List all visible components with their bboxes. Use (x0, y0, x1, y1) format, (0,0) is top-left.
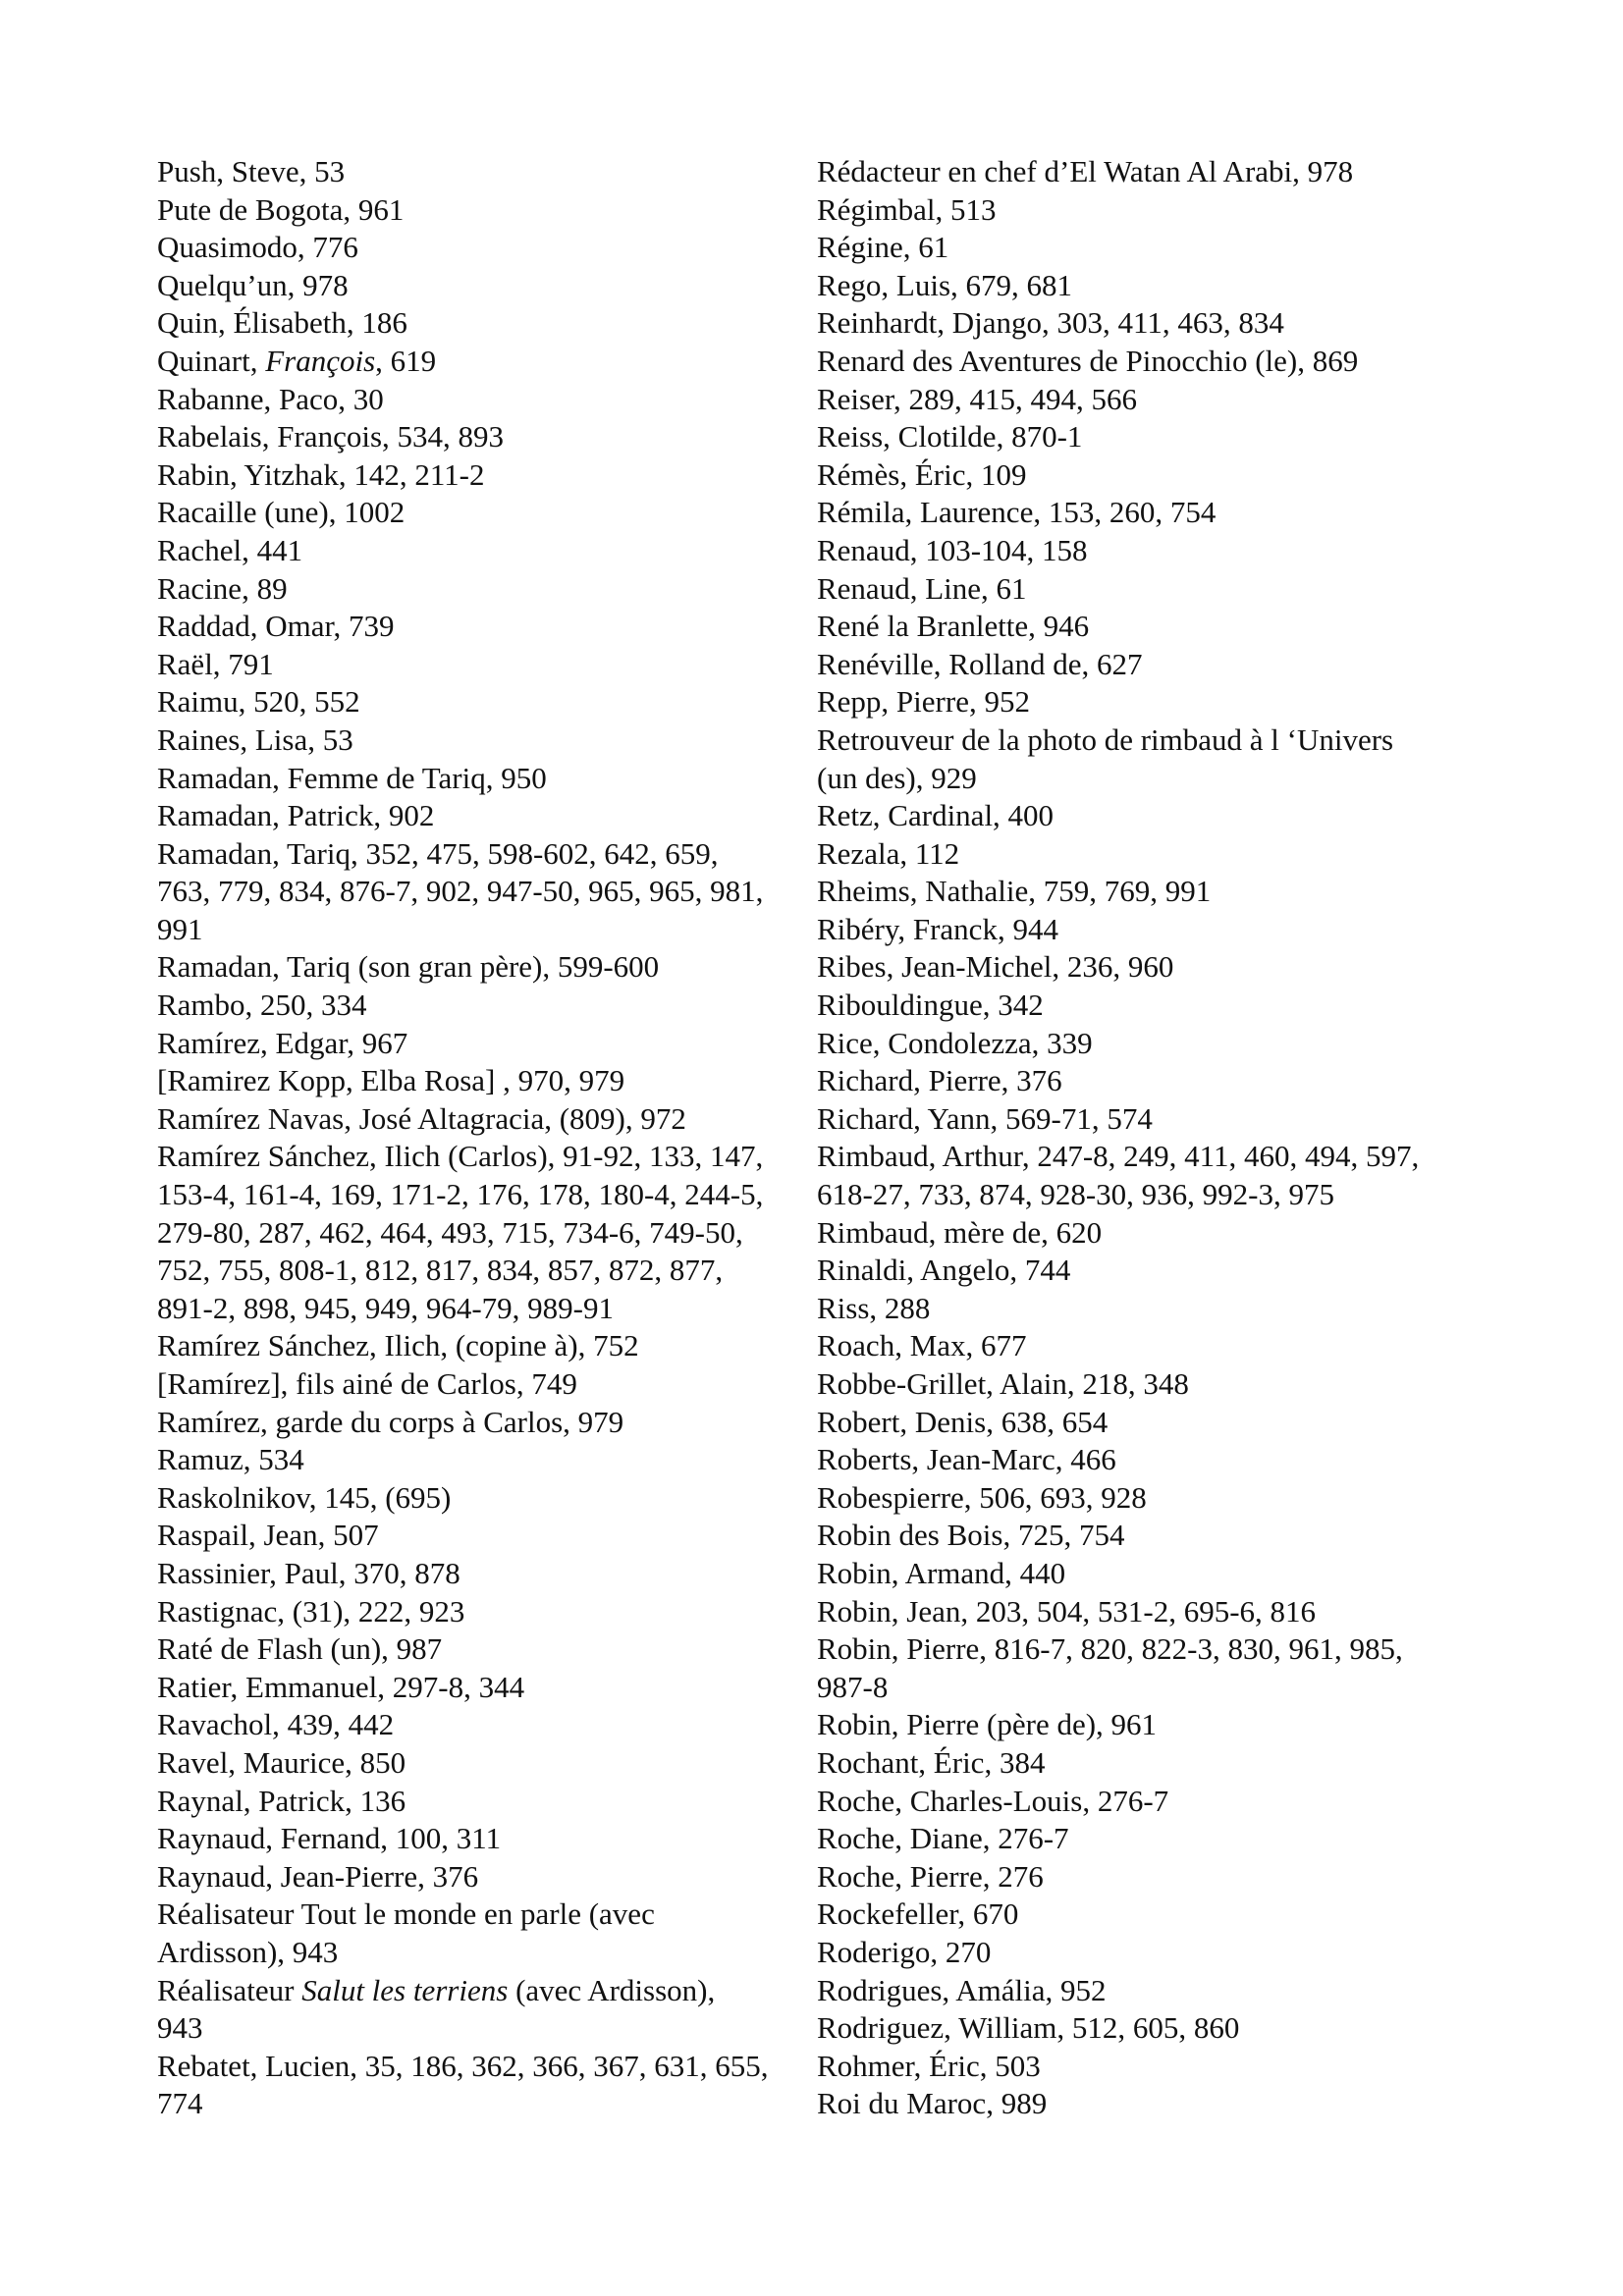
index-entry-text: Robespierre, 506, 693, 928 (817, 1479, 1147, 1515)
index-entry-text: Raynaud, Fernand, 100, 311 (157, 1821, 502, 1856)
index-entry-text: Robin, Pierre (père de), 961 (817, 1707, 1158, 1742)
index-entry-text: Ribes, Jean-Michel, 236, 960 (817, 949, 1174, 985)
index-entry (817, 683, 1524, 721)
index-entry-text: Roberts, Jean-Marc, 466 (817, 1442, 1116, 1477)
index-entry (157, 456, 825, 495)
index-entry-text: Régine, 61 (817, 230, 949, 265)
index-entry (817, 2048, 1524, 2086)
index-entry (157, 987, 825, 1025)
index-entry (817, 153, 1524, 191)
index-entry-text: Richard, Yann, 569-71, 574 (817, 1100, 1153, 1136)
index-entry-text: Push, Steve, 53 (157, 154, 346, 188)
index-entry (157, 646, 825, 684)
index-entry (817, 191, 1524, 230)
index-entry (817, 1744, 1524, 1783)
index-entry (157, 1896, 825, 1971)
index-entry-text: Réalisateur Tout le monde en parle (avec Ardisson), 943 (157, 1896, 655, 1969)
index-entry (817, 987, 1524, 1025)
index-entry (817, 2085, 1524, 2123)
index-entry (817, 1404, 1524, 1442)
index-entry-text: Rabin, Yitzhak, 142, 211-2 (157, 456, 485, 492)
index-entry (157, 304, 825, 343)
index-entry-text: Quinart, (157, 343, 266, 378)
index-entry (817, 1025, 1524, 1063)
index-entry (157, 267, 825, 305)
index-entry (817, 1934, 1524, 1972)
index-entry-text: Rimbaud, Arthur, 247-8, 249, 411, 460, 494, 597, 618-27, 733, 874, 928-30, 936, 992-3, 975 (817, 1139, 1420, 1212)
index-entry-text: Ravel, Maurice, 850 (157, 1744, 406, 1780)
index-entry-text: Rassinier, Paul, 370, 878 (157, 1555, 460, 1590)
index-entry-text: Ramírez Sánchez, Ilich, (copine à), 752 (157, 1328, 639, 1363)
index-entry (157, 532, 825, 570)
index-entry (157, 1783, 825, 1821)
index-entry (817, 532, 1524, 570)
index-entry (817, 1972, 1524, 2010)
index-entry (157, 948, 825, 987)
index-entry-text: Reiser, 289, 415, 494, 566 (817, 381, 1137, 416)
index-entry (157, 1441, 825, 1479)
index-entry-text: Robin des Bois, 725, 754 (817, 1518, 1125, 1553)
index-entry-text: Ramuz, 534 (157, 1442, 304, 1477)
index-entry (817, 1252, 1524, 1290)
index-entry-text: Raté de Flash (un), 987 (157, 1631, 443, 1667)
index-entry (157, 1062, 825, 1100)
index-entry-text: Rédacteur en chef d’El Watan Al Arabi, 978 (817, 154, 1354, 188)
index-entry-text: Raël, 791 (157, 646, 274, 681)
index-entry (817, 608, 1524, 646)
index-entry-text: Rémès, Éric, 109 (817, 456, 1027, 492)
index-entry (817, 1858, 1524, 1896)
index-column-right (817, 153, 1524, 2123)
index-entry-text: Renaud, 103-104, 158 (817, 532, 1088, 567)
index-entry-text: Raimu, 520, 552 (157, 684, 360, 720)
index-entry-text: Robin, Jean, 203, 504, 531-2, 695-6, 816 (817, 1593, 1317, 1629)
index-entry-text: Ramadan, Femme de Tariq, 950 (157, 760, 547, 795)
index-entry (817, 721, 1524, 797)
index-entry-text: Ramadan, Tariq (son gran père), 599-600 (157, 949, 660, 985)
index-entry-text: Raspail, Jean, 507 (157, 1518, 379, 1553)
index-entry (817, 911, 1524, 949)
index-entry (157, 1025, 825, 1063)
index-entry-text: Raines, Lisa, 53 (157, 721, 353, 757)
index-entry-text: Robin, Pierre, 816-7, 820, 822-3, 830, 961, 985, 987-8 (817, 1631, 1403, 1704)
index-entry (157, 760, 825, 798)
index-entry (817, 304, 1524, 343)
index-entry (157, 1517, 825, 1555)
index-entry-text: Rockefeller, 670 (817, 1896, 1019, 1932)
index-entry (157, 721, 825, 760)
index-entry-text: Roche, Diane, 276-7 (817, 1821, 1069, 1856)
index-entry-text: Rezala, 112 (817, 835, 960, 871)
index-entry (817, 570, 1524, 609)
index-entry-text: Rodriguez, William, 512, 605, 860 (817, 2010, 1240, 2046)
index-entry (817, 1706, 1524, 1744)
index-entry (817, 1214, 1524, 1253)
index-entry-text: Raynal, Patrick, 136 (157, 1783, 406, 1818)
index-entry-text: Raynaud, Jean-Pierre, 376 (157, 1858, 479, 1894)
index-entry-text: Réalisateur (157, 1972, 302, 2007)
index-entry-text: Renard des Aventures de Pinocchio (le), 869 (817, 343, 1359, 378)
index-entry-text: Reiss, Clotilde, 870-1 (817, 419, 1083, 454)
index-entry (817, 646, 1524, 684)
index-entry-text: Rochant, Éric, 384 (817, 1744, 1046, 1780)
index-entry-text: Rodrigues, Amália, 952 (817, 1972, 1107, 2007)
index-entry (817, 418, 1524, 456)
index-entry (157, 1138, 825, 1327)
index-entry-text: Renéville, Rolland de, 627 (817, 646, 1143, 681)
index-entry (817, 1441, 1524, 1479)
index-entry (817, 2009, 1524, 2048)
index-entry (817, 1593, 1524, 1631)
index-entry (817, 1820, 1524, 1858)
index-entry (157, 1972, 825, 2048)
index-entry-text: [Ramirez Kopp, Elba Rosa] , 970, 979 (157, 1063, 625, 1098)
index-entry (157, 494, 825, 532)
index-entry (157, 229, 825, 267)
index-entry (817, 229, 1524, 267)
index-entry-italic: Salut les terriens (301, 1972, 509, 2007)
index-entry (817, 1517, 1524, 1555)
index-entry-text: Ramadan, Patrick, 902 (157, 798, 435, 833)
index-entry-text-suffix: , 619 (375, 343, 437, 378)
index-entry (157, 1555, 825, 1593)
index-entry (157, 381, 825, 419)
index-entry-text: Ramírez Sánchez, Ilich (Carlos), 91-92, 133, 147, 153-4, 161-4, 169, 171-2, 176, 178, 180-4, 244-5, 279-80, 287, 462, 464, 493, 715, 734-6, 749-50, 752, 755, 808-1, 812, 817, 834, 857, 872, 877, 891-2, 898, 945, 949, 964-79, 989-91 (157, 1139, 764, 1325)
index-entry (157, 1479, 825, 1518)
index-entry (817, 948, 1524, 987)
index-entry-text: Reinhardt, Django, 303, 411, 463, 834 (817, 305, 1284, 341)
index-entry (817, 456, 1524, 495)
index-entry-text: Rego, Luis, 679, 681 (817, 267, 1073, 302)
index-entry-text: Riss, 288 (817, 1290, 931, 1325)
index-entry (817, 1100, 1524, 1139)
index-entry-text: Retrouveur de la photo de rimbaud à l ‘Univers (un des), 929 (817, 721, 1394, 795)
index-entry (817, 873, 1524, 911)
index-entry-text: [Ramírez], fils ainé de Carlos, 749 (157, 1366, 577, 1401)
index-entry-text: Raskolnikov, 145, (695) (157, 1479, 452, 1515)
index-entry-text: Rheims, Nathalie, 759, 769, 991 (817, 874, 1212, 909)
index-entry (817, 1630, 1524, 1706)
index-entry-text: Robert, Denis, 638, 654 (817, 1404, 1109, 1439)
index-entry-text: Ramadan, Tariq, 352, 475, 598-602, 642, 659, 763, 779, 834, 876-7, 902, 947-50, 965, 965, 981, 991 (157, 835, 764, 946)
index-entry-text: Rebatet, Lucien, 35, 186, 362, 366, 367, 631, 655, 774 (157, 2048, 769, 2121)
index-entry-text: Roi du Maroc, 989 (817, 2086, 1048, 2121)
index-column-left (157, 153, 825, 2123)
index-entry-text: Ramírez, garde du corps à Carlos, 979 (157, 1404, 624, 1439)
index-entry-text: Rinaldi, Angelo, 744 (817, 1253, 1071, 1288)
index-entry (817, 1555, 1524, 1593)
index-entry-text: Racaille (une), 1002 (157, 495, 406, 530)
index-entry-text: Rimbaud, mère de, 620 (817, 1214, 1103, 1250)
index-entry (157, 1100, 825, 1139)
index-entry-text: Ribouldingue, 342 (817, 988, 1044, 1023)
index-entry-text: Retz, Cardinal, 400 (817, 798, 1055, 833)
index-entry-text: Rémila, Laurence, 153, 260, 754 (817, 495, 1217, 530)
index-entry-text: Robin, Armand, 440 (817, 1555, 1066, 1590)
index-entry-text: Rabelais, François, 534, 893 (157, 419, 505, 454)
index-entry-text: Racine, 89 (157, 570, 288, 606)
index-entry-text: Rastignac, (31), 222, 923 (157, 1593, 465, 1629)
index-entry-text: Rachel, 441 (157, 532, 303, 567)
index-entry-text: Ratier, Emmanuel, 297-8, 344 (157, 1669, 525, 1704)
index-entry (157, 1404, 825, 1442)
index-entry (817, 1479, 1524, 1518)
index-entry-text: Raddad, Omar, 739 (157, 609, 395, 644)
index-entry (157, 1365, 825, 1404)
index-entry-text: Rambo, 250, 334 (157, 988, 367, 1023)
index-entry-text: Pute de Bogota, 961 (157, 191, 405, 227)
index-entry-text: Renaud, Line, 61 (817, 570, 1027, 606)
index-entry (817, 1896, 1524, 1934)
index-entry-text: Repp, Pierre, 952 (817, 684, 1030, 720)
index-entry (817, 1327, 1524, 1365)
index-entry-text: Roderigo, 270 (817, 1934, 992, 1969)
index-entry (157, 153, 825, 191)
index-entry (157, 1593, 825, 1631)
index-entry (157, 1820, 825, 1858)
index-entry-text: Roche, Charles-Louis, 276-7 (817, 1783, 1169, 1818)
index-entry-text: Quelqu’un, 978 (157, 267, 349, 302)
index-entry-italic: François (265, 343, 376, 378)
index-entry-text: Quin, Élisabeth, 186 (157, 305, 407, 341)
index-entry (157, 1858, 825, 1896)
index-entry (817, 381, 1524, 419)
index-entry (157, 191, 825, 230)
index-entry-text: Ribéry, Franck, 944 (817, 911, 1058, 946)
index-entry-text: Robbe-Grillet, Alain, 218, 348 (817, 1366, 1189, 1401)
index-entry-text: Ramírez Navas, José Altagracia, (809), 972 (157, 1100, 686, 1136)
index-entry (157, 1706, 825, 1744)
index-entry (817, 267, 1524, 305)
index-entry (157, 1744, 825, 1783)
index-entry (817, 1783, 1524, 1821)
index-entry-text-suffix: (avec Ardisson), 943 (157, 1972, 716, 2046)
index-entry (157, 608, 825, 646)
index-entry-text: Ravachol, 439, 442 (157, 1707, 395, 1742)
index-entry-text: Roche, Pierre, 276 (817, 1858, 1044, 1894)
index-entry-text: Quasimodo, 776 (157, 230, 358, 265)
index-entry-text: Rice, Condolezza, 339 (817, 1025, 1093, 1060)
index-entry (817, 1138, 1524, 1213)
index-entry (157, 343, 825, 381)
index-entry (157, 2048, 825, 2123)
index-entry-text: Rohmer, Éric, 503 (817, 2048, 1041, 2083)
index-entry-text: Richard, Pierre, 376 (817, 1063, 1062, 1098)
index-entry (157, 835, 825, 949)
index-entry (157, 683, 825, 721)
index-entry (157, 1327, 825, 1365)
index-entry-text: Ramírez, Edgar, 967 (157, 1025, 408, 1060)
index-entry-text: René la Branlette, 946 (817, 609, 1090, 644)
index-entry (817, 1365, 1524, 1404)
index-entry-text: Régimbal, 513 (817, 191, 997, 227)
index-entry (817, 835, 1524, 874)
index-entry-text: Roach, Max, 677 (817, 1328, 1027, 1363)
index-entry (157, 1669, 825, 1707)
index-entry (817, 1062, 1524, 1100)
index-entry (817, 1290, 1524, 1328)
index-entry (157, 1630, 825, 1669)
index-entry-text: Rabanne, Paco, 30 (157, 381, 384, 416)
index-entry (157, 570, 825, 609)
index-entry (817, 797, 1524, 835)
index-entry (817, 343, 1524, 381)
index-entry (817, 494, 1524, 532)
index-entry (157, 797, 825, 835)
index-entry (157, 418, 825, 456)
